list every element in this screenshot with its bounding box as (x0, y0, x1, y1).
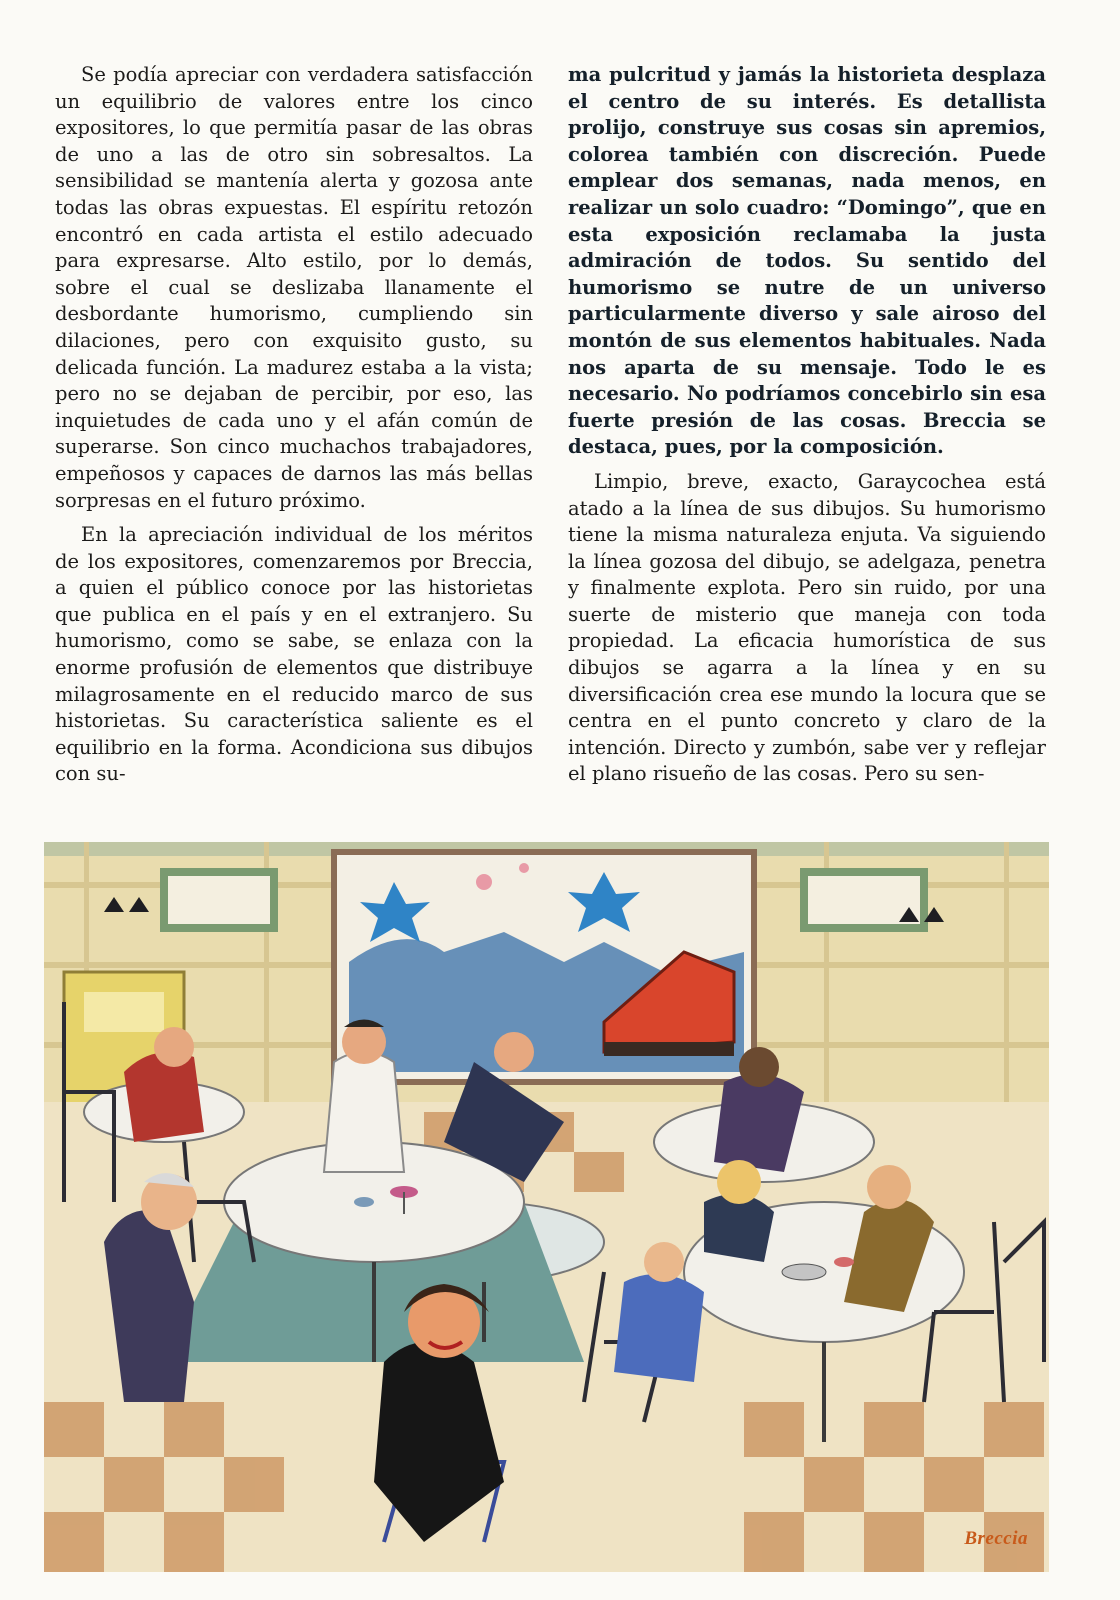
wall-frame-left (164, 872, 274, 928)
paragraph-4: Limpio, breve, exacto, Garaycochea está atado a la línea de sus dibujos. Su humorismo tiene la misma naturaleza enjuta. Va siguiendo la línea gozosa del dibujo, se adelgaza, penetra y finalmente explota. Pero sin ruido, por una suerte de misterio que maneja con toda propiedad. La eficacia humorística de sus dibujos se agarra a la línea y en su diversificación crea ese mundo la locura que se centra en el punto concreto y claro de la intención. Directo y zumbón, sabe ver y reflejar el plano risueño de las cosas. Pero su sen- (568, 469, 1046, 786)
paragraph-3: ma pulcritud y jamás la historieta desplaza el centro de su interés. Es detallista prolijo, construye sus cosas sin apremios, colorea también con discreción. Puede emplear dos semanas, nada menos, en realizar un solo cuadro: “Domingo”, que en esta exposición reclamaba la justa admiración de todos. Su sentido del humorismo se nutre de un universo particularmente diverso y sale airoso del montón de sus elementos habituales. Nada nos aparta de su mensaje. Todo le es necesario. No podríamos concebirlo sin esa fuerte presión de las cosas. Breccia se destaca, pues, por la composición. (568, 63, 1046, 459)
cafe-scene-drawing (44, 842, 1049, 1572)
paragraph-2: En la apreciación individual de los méritos de los expositores, comenzaremos por Breccia, a quien el público conoce por las historietas que publica en el país y en el extranjero. Su humorismo, como se sabe, se enlaza con la enorme profusión de elementos que distribuye milagrosamente en el reducido marco de sus historietas. Su característica saliente es el equilibrio en la forma. Acondiciona sus dibujos con su- (55, 523, 533, 786)
cafe-illustration (44, 842, 1049, 1572)
artist-signature: Breccia (964, 1528, 1028, 1549)
right-text-column (568, 62, 1046, 796)
left-text-column (55, 62, 533, 796)
paragraph-1: Se podía apreciar con verdadera satisfacción un equilibrio de valores entre los cinco expositores, lo que permitía pasar de las obras de uno a las de otro sin sobresaltos. La sensibilidad se mantenía alerta y gozosa ante todas las obras expuestas. El espíritu retozón encontró en cada artista el estilo adecuado para expresarse. Alto estilo, por lo demás, sobre el cual se deslizaba llanamente el desbordante humorismo, cumpliendo sin dilaciones, pero con exquisito gusto, su delicada función. La madurez estaba a la vista; pero no se dejaban de percibir, por eso, las inquietudes de cada uno y el afán común de superarse. Son cinco muchachos trabajadores, empeñosos y capaces de darnos las más bellas sorpresas en el futuro próximo. (55, 63, 533, 512)
